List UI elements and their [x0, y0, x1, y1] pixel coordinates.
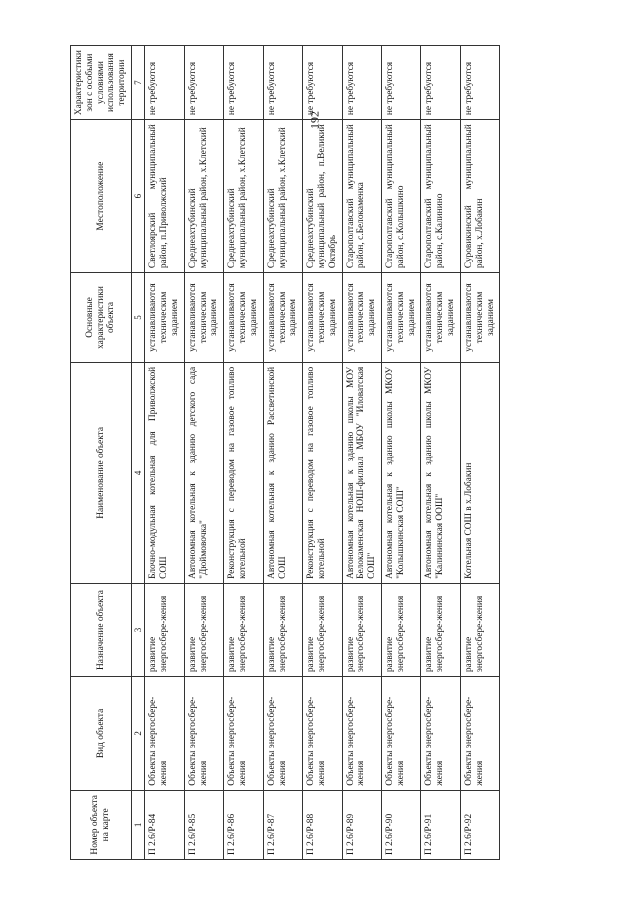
page-number: 192	[307, 111, 322, 129]
cell-object-number: П 2.6/Р-84	[145, 790, 184, 859]
cell-object-purpose: развитие энергосбере-жения	[184, 583, 223, 676]
cell-object-name: Котельная СОШ в х.Лобакин	[460, 362, 499, 583]
table-row	[303, 46, 342, 860]
cell-object-kind: Объекты энергосбере-жения	[342, 677, 381, 791]
column-number: 1	[132, 790, 145, 859]
table-row	[224, 46, 263, 860]
column-number: 2	[132, 677, 145, 791]
cell-object-name: Реконструкция с переводом на газовое топливо котельной	[303, 362, 342, 583]
cell-object-characteristics: устанавливаются техническим заданием	[303, 273, 342, 363]
cell-object-characteristics: устанавливаются техническим заданием	[224, 273, 263, 363]
header-object-name: Наименование объекта	[71, 362, 132, 583]
cell-object-name: Автономная котельная к зданию Рассветинской СОШ	[263, 362, 302, 583]
cell-object-kind: Объекты энергосбере-жения	[224, 677, 263, 791]
cell-object-purpose: развитие энергосбере-жения	[382, 583, 421, 676]
cell-object-number: П 2.6/Р-90	[382, 790, 421, 859]
cell-location: Светлоярский муниципальный район, п.Приволжский	[145, 120, 184, 273]
table-row	[145, 46, 184, 860]
cell-object-purpose: развитие энергосбере-жения	[342, 583, 381, 676]
cell-object-number: П 2.6/Р-88	[303, 790, 342, 859]
cell-location: Среднеахтубинский муниципальный район, х.Клетский	[184, 120, 223, 273]
cell-location: Старополтавский муниципальный район, с.Калинино	[421, 120, 460, 273]
column-number: 7	[132, 46, 145, 120]
cell-object-name: Автономная котельная к зданию школы МОУ Белокаменская НОШ-филиал МБОУ "Иловатская СОШ"	[342, 362, 381, 583]
header-object-characteristics: Основные характеристики объекта	[71, 273, 132, 363]
cell-object-characteristics: устанавливаются техническим заданием	[263, 273, 302, 363]
header-location: Местоположение	[71, 120, 132, 273]
column-number: 6	[132, 120, 145, 273]
cell-object-purpose: развитие энергосбере-жения	[460, 583, 499, 676]
cell-object-characteristics: устанавливаются техническим заданием	[421, 273, 460, 363]
cell-object-number: П 2.6/Р-91	[421, 790, 460, 859]
landscape-page	[70, 45, 548, 860]
cell-object-number: П 2.6/Р-89	[342, 790, 381, 859]
cell-zone-characteristics: не требуются	[184, 46, 223, 120]
cell-zone-characteristics: не требуются	[382, 46, 421, 120]
cell-object-number: П 2.6/Р-85	[184, 790, 223, 859]
cell-object-kind: Объекты энергосбере-жения	[263, 677, 302, 791]
cell-object-name: Автономная котельная к зданию школы МКОУ "Калининская ООШ"	[421, 362, 460, 583]
cell-zone-characteristics: не требуются	[224, 46, 263, 120]
header-object-number: Номер объекта на карте	[71, 790, 132, 859]
cell-zone-characteristics: не требуются	[460, 46, 499, 120]
table-row	[382, 46, 421, 860]
header-zone-characteristics: Характеристики зон с особыми условиями использования территории	[71, 46, 132, 120]
table-row	[342, 46, 381, 860]
cell-object-purpose: развитие энергосбере-жения	[224, 583, 263, 676]
cell-object-purpose: развитие энергосбере-жения	[421, 583, 460, 676]
cell-object-number: П 2.6/Р-92	[460, 790, 499, 859]
cell-zone-characteristics: не требуются	[303, 46, 342, 120]
cell-object-characteristics: устанавливаются техническим заданием	[184, 273, 223, 363]
cell-object-purpose: развитие энергосбере-жения	[303, 583, 342, 676]
cell-object-name: Блочно-модульная котельная для Приволжской СОШ	[145, 362, 184, 583]
cell-zone-characteristics: не требуются	[421, 46, 460, 120]
header-object-purpose: Назначение объекта	[71, 583, 132, 676]
cell-location: Старополтавский муниципальный район, с.Белокаменка	[342, 120, 381, 273]
table-row	[263, 46, 302, 860]
header-row	[71, 46, 132, 860]
cell-object-kind: Объекты энергосбере-жения	[184, 677, 223, 791]
cell-location: Старополтавский муниципальный район, с.Колышкино	[382, 120, 421, 273]
objects-table	[70, 45, 500, 860]
cell-object-kind: Объекты энергосбере-жения	[303, 677, 342, 791]
cell-object-characteristics: устанавливаются техническим заданием	[145, 273, 184, 363]
cell-location: Среднеахтубинский муниципальный район, п.Великий Октябрь	[303, 120, 342, 273]
table-row	[460, 46, 499, 860]
cell-object-name: Автономная котельная к зданию детского сада "Дюймовочка"	[184, 362, 223, 583]
cell-object-number: П 2.6/Р-87	[263, 790, 302, 859]
cell-location: Суровикинский муниципальный район, х.Лобакин	[460, 120, 499, 273]
header-object-kind: Вид объекта	[71, 677, 132, 791]
cell-object-kind: Объекты энергосбере-жения	[421, 677, 460, 791]
column-number: 5	[132, 273, 145, 363]
cell-object-kind: Объекты энергосбере-жения	[460, 677, 499, 791]
cell-object-purpose: развитие энергосбере-жения	[263, 583, 302, 676]
cell-zone-characteristics: не требуются	[145, 46, 184, 120]
cell-object-characteristics: устанавливаются техническим заданием	[460, 273, 499, 363]
column-number: 4	[132, 362, 145, 583]
cell-object-kind: Объекты энергосбере-жения	[382, 677, 421, 791]
cell-object-name: Автономная котельная к зданию школы МКОУ "Колышкинская СОШ"	[382, 362, 421, 583]
cell-location: Среднеахтубинский муниципальный район, х.Клетский	[263, 120, 302, 273]
table-rotation-frame	[70, 45, 548, 860]
cell-object-number: П 2.6/Р-86	[224, 790, 263, 859]
cell-zone-characteristics: не требуются	[342, 46, 381, 120]
column-number: 3	[132, 583, 145, 676]
cell-location: Среднеахтубинский муниципальный район, х.Клетский	[224, 120, 263, 273]
cell-object-kind: Объекты энергосбере-жения	[145, 677, 184, 791]
cell-object-characteristics: устанавливаются техническим заданием	[342, 273, 381, 363]
cell-zone-characteristics: не требуются	[263, 46, 302, 120]
cell-object-characteristics: устанавливаются техническим заданием	[382, 273, 421, 363]
cell-object-purpose: развитие энергосбере-жения	[145, 583, 184, 676]
cell-object-name: Реконструкция с переводом на газовое топливо котельной	[224, 362, 263, 583]
table-row	[421, 46, 460, 860]
column-number-row	[132, 46, 145, 860]
table-row	[184, 46, 223, 860]
